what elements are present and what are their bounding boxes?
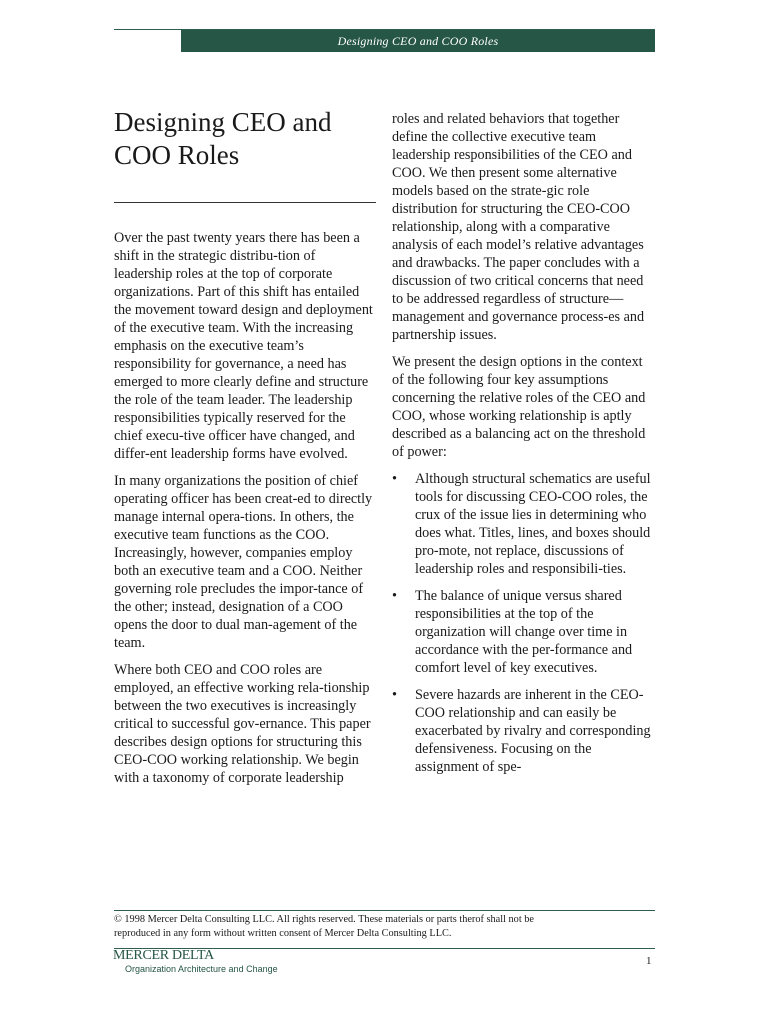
body-paragraph: roles and related behaviors that together define the collective executive team leadership responsibilities of the CEO and COO. We then present some alternative models based on the strate-gic role distribution for structuring the CEO-COO relationship, along with a comparative analysis of each model’s relative advantages and drawbacks. The paper concludes with a discussion of two critical concerns that need to be addressed regardless of structure—management and governance process-es and partnership issues. bbox=[392, 111, 645, 343]
bullet-marker: • bbox=[392, 588, 397, 604]
list-item-text: Although structural schematics are useful tools for discussing CEO-COO roles, the crux of the issue lies in determining who does what. Titles, lines, and boxes should pro-mote, not replace, discussions of leadership roles and responsibili-ties. bbox=[415, 471, 651, 577]
body-paragraph: Over the past twenty years there has been a shift in the strategic distribu-tion of leadership roles at the top of corporate organizations. Part of this shift has entailed the movement toward design and deployment of the executive team. With the increasing emphasis on the executive team’s responsibility for governance, a need has emerged to more clearly define and structure the role of the team leader. The leadership responsibilities typically reserved for the chief execu-tive officer have changed, and differ-ent leadership forms have evolved. bbox=[114, 230, 373, 462]
company-logo-subtitle: Organization Architecture and Change bbox=[125, 964, 278, 974]
document-title-line-2: COO Roles bbox=[114, 140, 240, 170]
body-paragraph: In many organizations the position of chief operating officer has been creat-ed to directly manage internal opera-tions. In others, the executive team functions as the COO. Increasingly, however, companies employ both an executive team and a COO. Neither governing role precludes the impor-tance of the other; instead, designation of a COO opens the door to dual man-agement of the team. bbox=[114, 473, 373, 651]
body-paragraph: We present the design options in the context of the following four key assumptions concerning the relative roles of the CEO and COO, whose working relationship is aptly described as a balancing act on the threshold of power: bbox=[392, 354, 646, 460]
title-underline-rule bbox=[114, 202, 376, 203]
document-title bbox=[114, 106, 384, 172]
copyright-line-1: © 1998 Mercer Delta Consulting LLC. All rights reserved. These materials or parts therof shall not be bbox=[114, 914, 534, 925]
company-logo-name: MERCER DELTA bbox=[113, 948, 214, 963]
footer-top-rule bbox=[114, 910, 655, 911]
right-text-column bbox=[392, 110, 656, 785]
list-item bbox=[392, 470, 656, 578]
running-header bbox=[181, 30, 655, 52]
document-title-line-1: Designing CEO and bbox=[114, 107, 332, 137]
page-number: 1 bbox=[646, 955, 652, 967]
list-item-text: The balance of unique versus shared responsibilities at the top of the organization will change over time in accordance with the per-formance and comfort level of key executives. bbox=[415, 588, 633, 676]
bullet-marker: • bbox=[392, 687, 397, 703]
copyright-line-2: reproduced in any form without written consent of Mercer Delta Consulting LLC. bbox=[114, 928, 452, 939]
running-header-title: Designing CEO and COO Roles bbox=[337, 33, 499, 48]
left-text-column bbox=[114, 229, 376, 796]
copyright-notice bbox=[114, 913, 655, 941]
list-item bbox=[392, 686, 656, 776]
list-item bbox=[392, 587, 656, 677]
bullet-marker: • bbox=[392, 471, 397, 487]
body-paragraph: Where both CEO and COO roles are employed, an effective working rela-tionship between the two executives is increasingly critical to successful gov-ernance. This paper describes design options for structuring this CEO-COO working relationship. We begin with a taxonomy of corporate leadership bbox=[114, 662, 371, 786]
list-item-text: Severe hazards are inherent in the CEO-COO relationship and can easily be exacerbated by rivalry and corresponding defensiveness. Focusing on the assignment of spe- bbox=[415, 687, 651, 775]
assumptions-list bbox=[392, 470, 656, 776]
